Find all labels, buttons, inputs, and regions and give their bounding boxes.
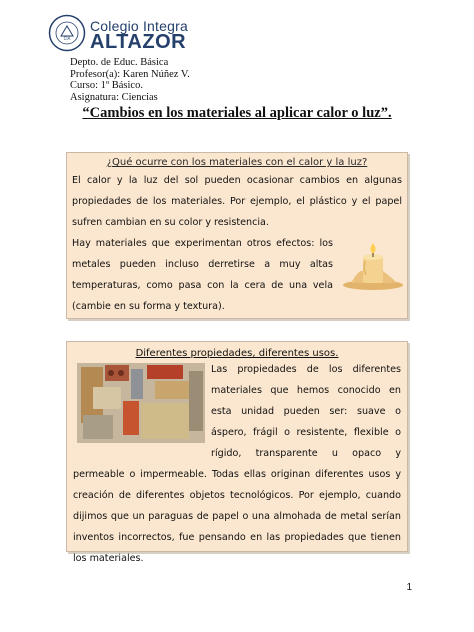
subject-line: Asignatura: Ciencias xyxy=(70,91,158,103)
teacher-line: Profesor(a): Karen Núñez V. xyxy=(70,68,190,80)
materials-image xyxy=(77,363,205,443)
info-box-heat-light xyxy=(66,152,408,319)
school-seal-icon xyxy=(48,14,86,52)
logo-small-text: Colegio Integra xyxy=(90,18,188,34)
box1-heading: ¿Qué ocurre con los materiales con el calor y la luz? xyxy=(106,157,368,168)
box1-paragraph-2: Hay materiales que experimentan otros efectos: los metales pueden incluso derretirse a muy altas temperaturas, como pasa con la cera de una vela (cambie en su forma y textura). xyxy=(72,238,333,312)
svg-text:CIA: CIA xyxy=(63,36,71,41)
info-box-properties xyxy=(66,341,408,564)
page-number: 1 xyxy=(406,582,412,593)
logo-big-text: ALTAZOR xyxy=(90,31,187,53)
box1-paragraph-1: El calor y la luz del sol pueden ocasionar cambios en algunas propiedades de los materiales. Por ejemplo, el plástico y el papel sufren cambian en su color y resistencia. xyxy=(72,175,402,228)
document-title: “Cambios en los materiales al aplicar calor o luz”. xyxy=(82,105,392,121)
school-logo xyxy=(48,14,188,56)
course-line: Curso: 1º Básico. xyxy=(70,80,143,92)
box2-paragraph: Las propiedades de los diferentes materiales que hemos conocido en esta unidad pueden ser: suave o áspero, frágil o resistente, flexible o rígido, transparente u opaco y permeable o impermeable. Todas ellas originan diferentes usos y creación de diferentes objetos tecnológicos. Por ejemplo, cuando dijimos que un paraguas de papel o una almohada de metal serían inventos incorrectos, fue pensando en las propiedades que tienen los materiales. xyxy=(73,364,401,564)
box2-heading: Diferentes propiedades, diferentes usos. xyxy=(135,348,339,359)
header-info xyxy=(70,57,190,103)
department-line: Depto. de Educ. Básica xyxy=(70,57,169,68)
candle-image xyxy=(339,239,407,291)
